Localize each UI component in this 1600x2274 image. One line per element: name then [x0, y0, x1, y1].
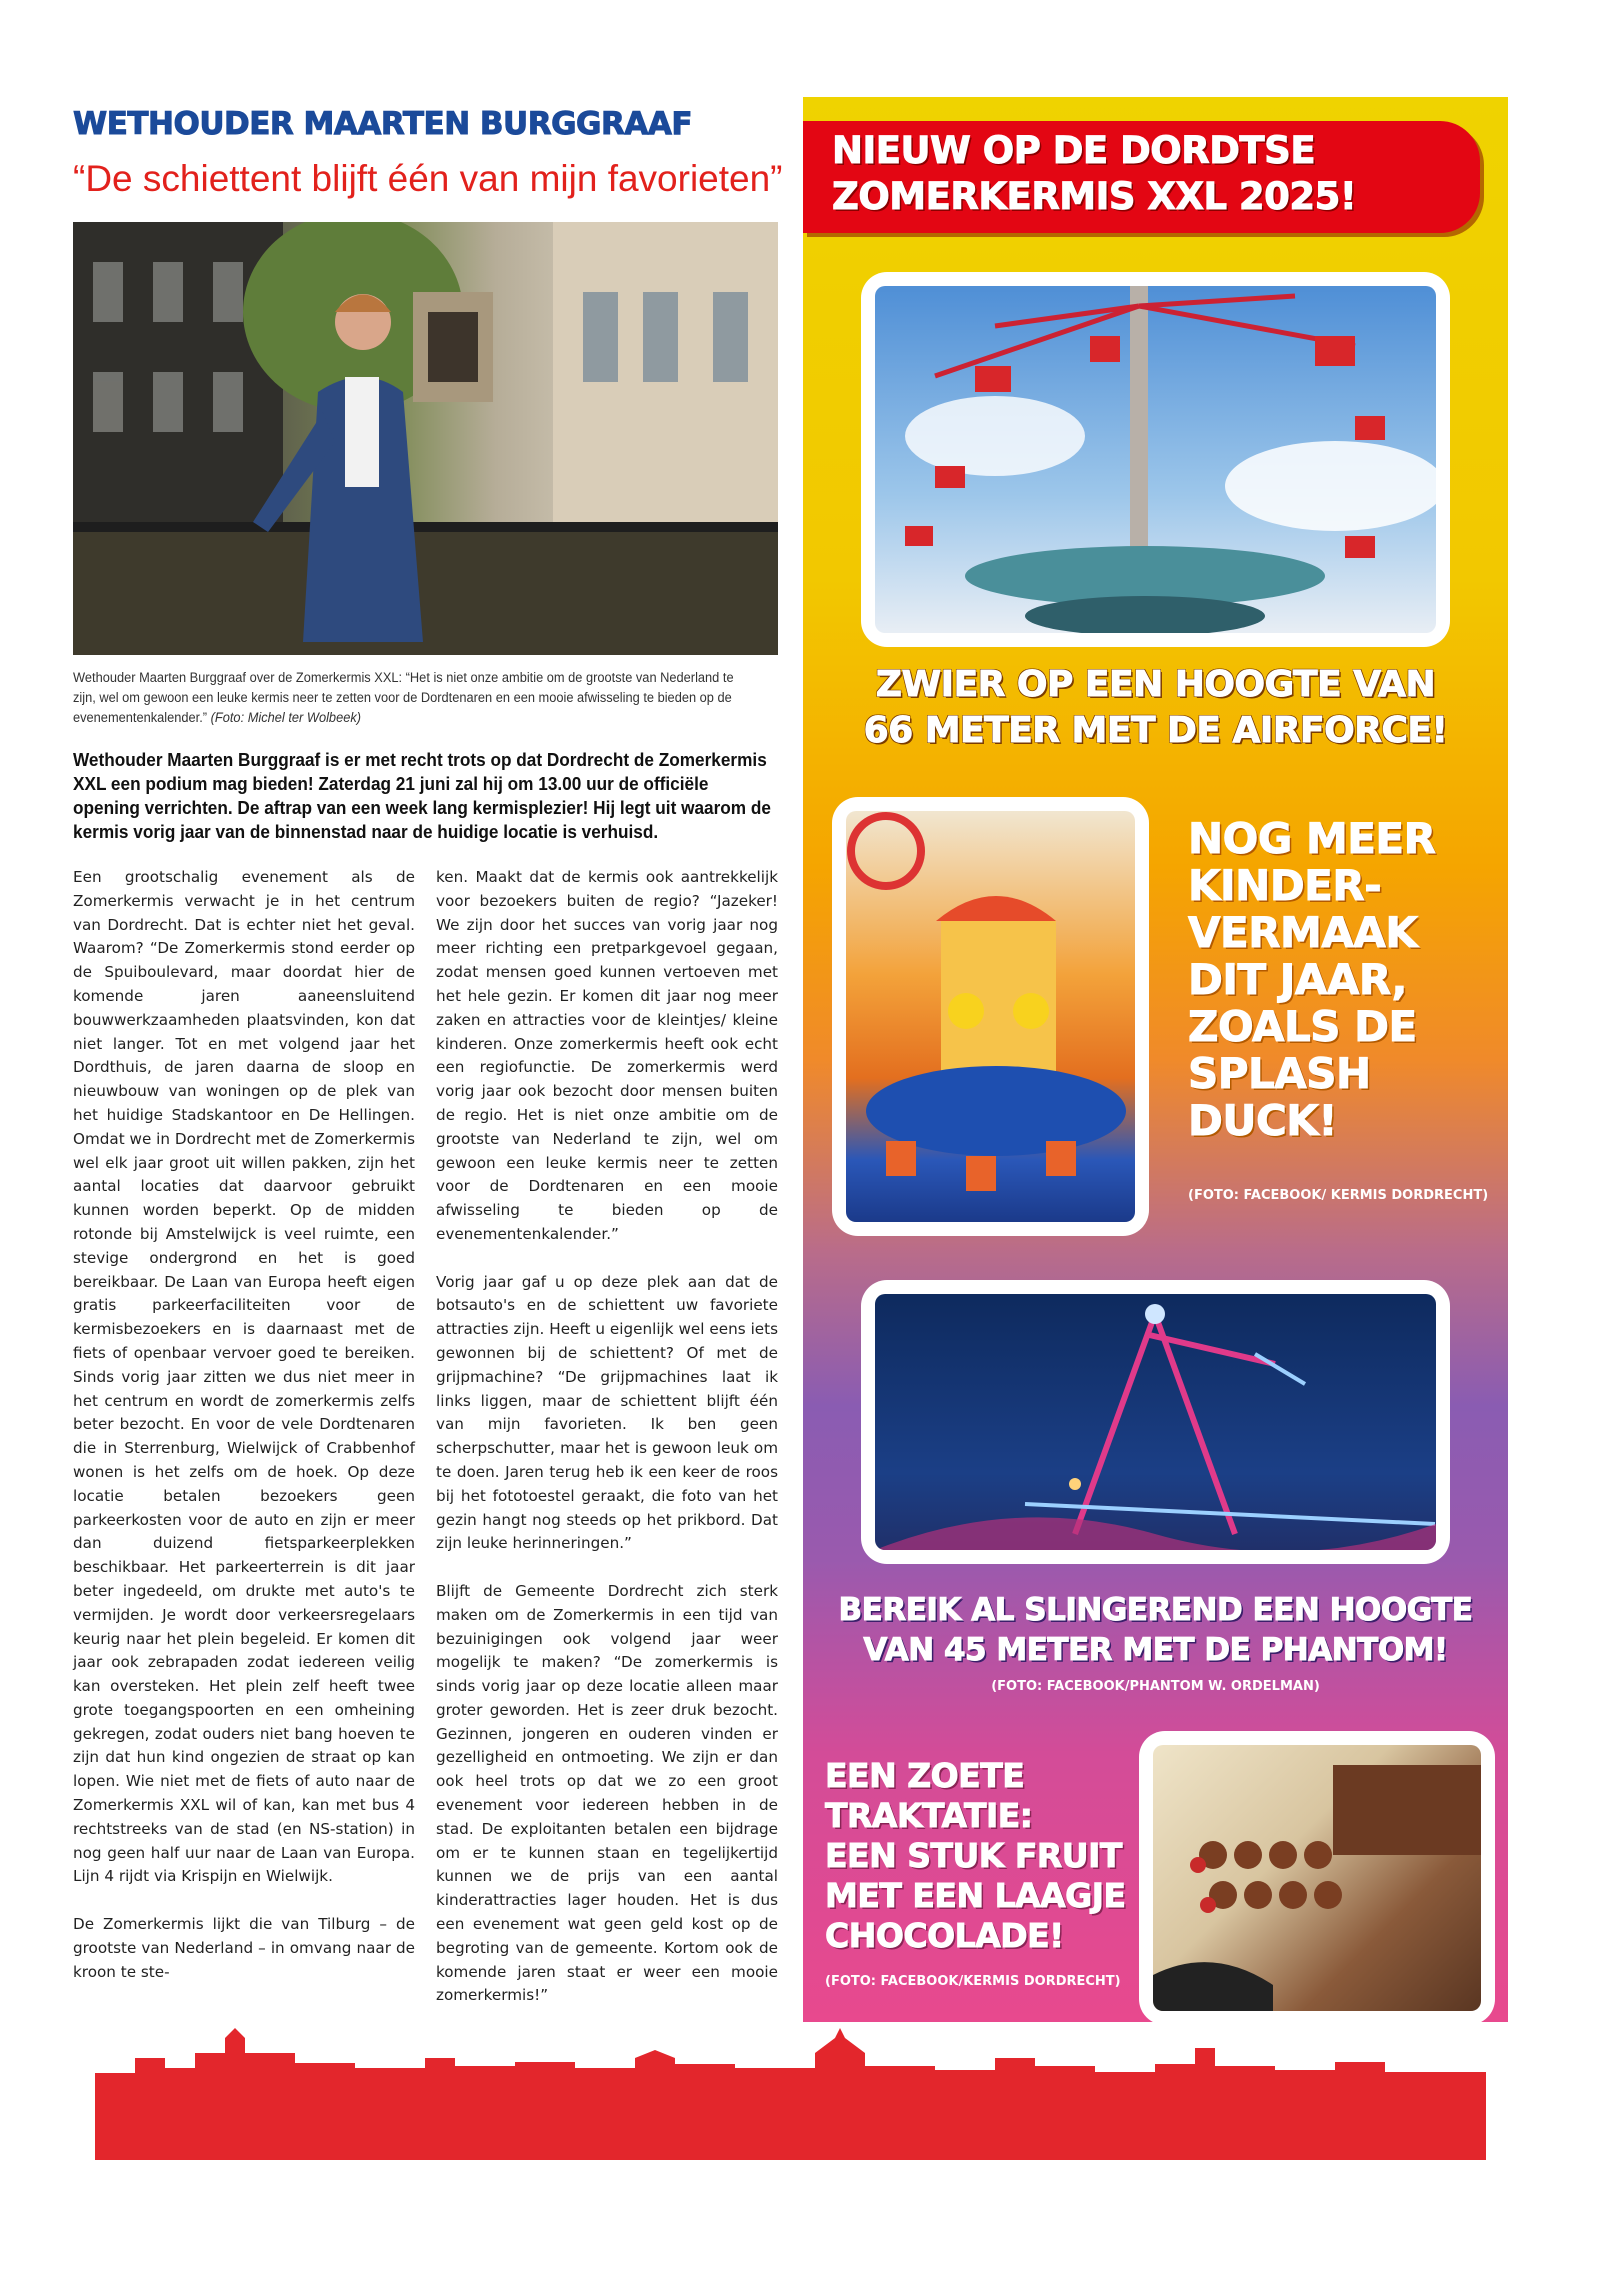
headline-line: DIT JAAR, [1188, 955, 1407, 1004]
article-column-2 [436, 866, 778, 2032]
banner-line: NIEUW OP DE DORDTSE [832, 129, 1316, 172]
headline-line: ZWIER OP EEN HOOGTE VAN [875, 664, 1436, 705]
headline-line: CHOCOLADE! [825, 1916, 1064, 1955]
treat-headline [825, 1756, 1126, 1956]
headline-line: NOG MEER [1188, 814, 1436, 863]
paragraph: ken. Maakt dat de kermis ook aantrekkelijk voor bezoekers buiten de regio? “Jazeker! We zijn door het succes van vorig jaar nog meer richting een pretparkgevoel gegaan, zodat mensen goed kunnen vertoeven met het hele gezin. Er komen dit jaar nog meer zaken en attracties voor de kleintjes/ kleine kinderen. Onze zomerkermis heeft ook echt een regiofunctie. De zomerkermis werd vorig jaar ook bezocht door mensen buiten de regio. Het is niet onze ambitie om de grootste van Nederland te zijn, wel om gewoon een leuke kermis neer te zetten voor de Dordtenaren en een mooie afwisseling te bieden op de evenementenkalender.” [436, 868, 778, 1243]
headline-line: MET EEN LAAGJE [825, 1876, 1126, 1915]
headline-line: EEN STUK FRUIT [825, 1836, 1122, 1875]
caption-credit: (Foto: Michel ter Wolbeek) [210, 710, 362, 725]
headline-line: KINDER- [1188, 861, 1382, 910]
airforce-headline [803, 662, 1508, 754]
article-kicker: WETHOUDER MAARTEN BURGGRAAF [73, 106, 693, 142]
photo-wethouder [73, 222, 778, 655]
headline-line: BEREIK AL SLINGEREND EEN HOOGTE [838, 1592, 1473, 1628]
article-title: “De schiettent blijft één van mijn favorieten” [73, 158, 783, 199]
kids-headline [1188, 815, 1435, 1144]
paragraph: Blijft de Gemeente Dordrecht zich sterk maken om de Zomerkermis in een tijd van bezuinigingen ook volgend jaar weer mogelijk te maken? “De zomerkermis is sinds vorig jaar op deze locatie alleen maar groter geworden. Het is zeer druk bezocht. Gezinnen, jongeren en ouderen vinden er gezelligheid en ontmoeting. We zijn er dan ook heel trots op dat we zo een groot evenement voor iedereen hebben in de stad. De exploitanten betalen een bijdrage om er te kunnen staan en tegelijkertijd kunnen we de prijs van een aantal kinderattracties lager houden. Het is dus een evenement wat geen geld kost op de begroting van de gemeente. Kortom ook de komende jaren staat er weer een mooie zomerkermis!” [436, 1581, 778, 2005]
photo-phantom [861, 1280, 1450, 1564]
photo-airforce [861, 272, 1450, 647]
banner-line: ZOMERKERMIS XXL 2025! [832, 175, 1357, 218]
paragraph: Een grootschalig evenement als de Zomerkermis verwacht je in het centrum van Dordrecht. Dat is echter niet het geval. Waarom? “De Zomerkermis stond eerder op de Spuiboulevard, maar doordat hier de komende jaren aaneensluitend bouwwerkzaamheden plaatsvinden, kon dat niet langer. Tot en met volgend jaar het Dordthuis, de jaren daarna de sloop en nieuwbouw van woningen op de plek van het huidige Stadskantoor en De Hellingen. Omdat we in Dordrecht met de Zomerkermis wel elk jaar groot uit willen pakken, zijn het aantal locaties dat daarvoor gebruikt kunnen worden beperkt. Op de midden rotonde bij Amstelwijck is veel ruimte, een stevige ondergrond en het is goed bereikbaar. De Laan van Europa heeft eigen gratis parkeerfaciliteiten voor de kermisbezoekers en is daarnaast met de fiets of openbaar vervoer goed te bereiken. Sinds vorig jaar zitten we dus niet meer in het centrum en wordt de zomerkermis zelfs beter bezocht. En voor de vele Dordtenaren die in Sterrenburg, Wielwijck of Crabbenhof wonen is het zelfs om de hoek. Op deze locatie betalen bezoekers geen parkeerkosten voor de auto en zijn er meer dan duizend fietsparkeerplekken beschikbaar. Het parkeerterrein is dit jaar beter ingedeeld, om drukte met auto's te vermijden. Je wordt door verkeersregelaars keurig naar het plein begeleid. Er komen dit jaar ook zebrapaden zodat iedereen veilig kan oversteken. Het plein zelf heeft twee grote toegangspoorten en een omheining gekregen, zodat ouders niet bang hoeven te zijn dat hun kind ongezien de straat op kan lopen. Wie niet met de fiets of auto naar de Zomerkermis XXL wil of kan, kan met bus 4 rechtstreeks van de stad (en NS-station) in nog geen half uur naar de Laan van Europa. Lijn 4 rijdt via Krispijn en Wielwijk. [73, 868, 415, 1886]
photo-chocolate-fruit [1139, 1731, 1495, 2025]
photo-credit: (FOTO: FACEBOOK/ KERMIS DORDRECHT) [1188, 1188, 1489, 1203]
paragraph: De Zomerkermis lijkt die van Tilburg – de grootste van Nederland – in omvang naar de kroon te ste- [73, 1915, 415, 1981]
headline-line: 66 METER MET DE AIRFORCE! [863, 710, 1448, 751]
headline-line: EEN ZOETE [825, 1756, 1025, 1795]
photo-splash-duck [832, 797, 1149, 1236]
headline-line: SPLASH [1188, 1049, 1371, 1098]
article-intro: Wethouder Maarten Burggraaf is er met recht trots op dat Dordrecht de Zomerkermis XXL een podium mag bieden! Zaterdag 21 juni zal hij om 13.00 uur de officiële opening verrichten. De aftrap van een week lang kermisplezier! Hij legt uit waarom de kermis vorig jaar van de binnenstad naar de huidige locatie is verhuisd. [73, 749, 771, 842]
promo-banner-title [832, 128, 1356, 220]
headline-line: DUCK! [1188, 1096, 1337, 1145]
headline-line: ZOALS DE [1188, 1002, 1417, 1051]
photo-credit: (FOTO: FACEBOOK/PHANTOM W. ORDELMAN) [991, 1679, 1320, 1694]
caption-text: Wethouder Maarten Burggraaf over de Zomerkermis XXL: “Het is niet onze ambitie om de grootste van Nederland te zijn, wel om gewoon een leuke kermis neer te zetten voor de Dordtenaren en een mooie afwisseling te bieden op de evenementenkalender.” [73, 670, 734, 725]
photo-credit: (FOTO: FACEBOOK/KERMIS DORDRECHT) [825, 1974, 1121, 1989]
headline-line: TRAKTATIE: [825, 1796, 1033, 1835]
headline-line: VAN 45 METER MET DE PHANTOM! [863, 1632, 1448, 1668]
headline-line: VERMAAK [1188, 908, 1418, 957]
photo-caption [73, 668, 743, 728]
paragraph: Vorig jaar gaf u op deze plek aan dat de botsauto's en de schiettent uw favoriete attracties zijn. Heeft u eigenlijk wel eens iets gewonnen bij de schiettent? Of met de grijpmachine? “De grijpmachines laat ik links liggen, maar de schiettent blijft één van mijn favorieten. Ik ben geen scherpschutter, maar het is gewoon leuk om te doen. Jaren terug heb ik een keer de roos bij het fototoestel geraakt, die foto van het gezin hangt nog steeds op het prikbord. Dat zijn leuke herinneringen.” [436, 1272, 778, 1553]
dordrecht-skyline [95, 2028, 1486, 2160]
phantom-headline [803, 1590, 1508, 1670]
article-column-1 [73, 866, 415, 2008]
